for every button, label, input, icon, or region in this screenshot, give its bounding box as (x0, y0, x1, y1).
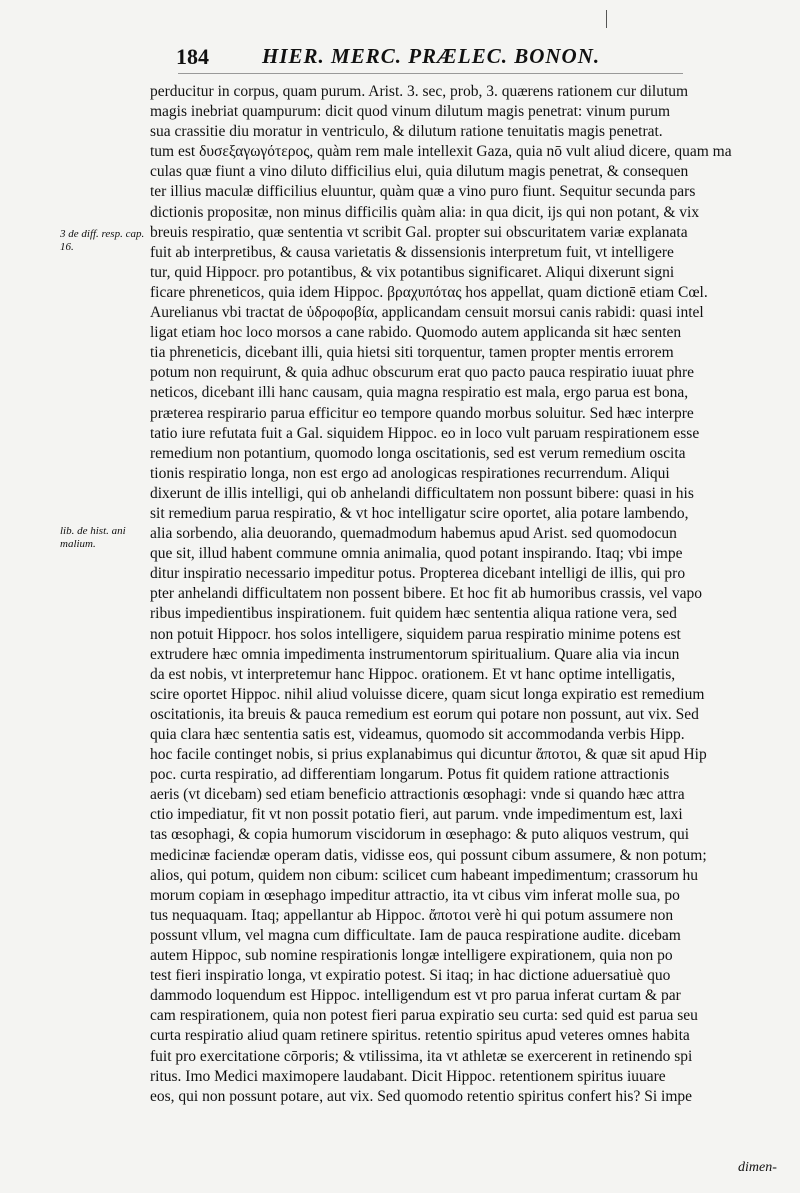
catchword: dimen- (738, 1160, 777, 1175)
text-line: eos, qui non possunt potare, aut vix. Sed quomodo retentio spiritus confert his? Si impe (150, 1087, 693, 1105)
text-line: ficare phreneticos, quia idem Hippoc. βραχυπότας hos appellat, quam dictionē etiam Cœl. (150, 283, 708, 301)
margin-note: lib. de hist. ani malium. (60, 525, 126, 550)
text-line: possunt vllum, vel magna cum difficultate. Iam de pauca respiratione audite. dicebam (150, 926, 681, 944)
text-line: morum copiam in œsephago impeditur attractio, ita vt cibus vim inferat molle sua, po (150, 886, 680, 904)
text-line: dixerunt de illis intelligi, qui ob anhelandi difficultatem non possunt bibere: quasi in his (150, 484, 694, 502)
text-line: tur, quid Hippocr. pro potantibus, & vix potantibus significaret. Aliqui dixerunt signi (150, 263, 675, 281)
body-text (150, 82, 770, 1107)
text-line: oscitationis, ita breuis & pauca remedium est eorum qui potare non possunt, aut vix. Sed (150, 705, 699, 723)
text-line: præterea respirario parua efficitur eo tempore quando morbus soluitur. Sed hæc interpre (150, 404, 694, 422)
text-line: aeris (vt dicebam) sed etiam beneficio attractionis œsophagi: vnde si quando hæc attra (150, 786, 685, 804)
text-line: tatio iure refutata fuit a Gal. siquidem Hippoc. eo in loco vult paruam respirationem esse (150, 424, 700, 442)
running-head: HIER. MERC. PRÆLEC. BONON. (262, 44, 601, 68)
text-line: ligat etiam hoc loco morsos a cane rabido. Quomodo autem applicanda sit hæc senten (150, 324, 682, 342)
text-line: ter illius maculæ difficilius eluuntur, quàm quæ a vino puro fiunt. Sequitur secunda pars (150, 183, 696, 201)
text-line: curta respiratio aliud quam retinere spiritus. retentio spiritus apud veteres omnes habita (150, 1027, 690, 1045)
text-line: Aurelianus vbi tractat de ὑδροφοβία, applicandam censuit morsui canis rabidi: quasi intel (150, 304, 704, 322)
text-line: alia sorbendo, alia deuorando, quemadmodum habemus apud Arist. sed quomodocun (150, 525, 677, 543)
text-line: quia clara hæc sententia satis est, videamus, quomodo sit accommodanda verbis Hipp. (150, 726, 685, 743)
text-line: ctio impediatur, fit vt non possit potatio fieri, aut parum. vnde impedimentum est, laxi (150, 806, 683, 824)
page-number: 184 (176, 44, 209, 69)
margin-note: 3 de diff. resp. cap. 16. (60, 228, 145, 253)
text-line: medicinæ faciendæ operam datis, vidisse eos, qui possunt cibum assumere, & non potum; (150, 846, 707, 864)
text-line: dammodo loquendum est Hippoc. intelligendum est vt pro parua inferat curtam & par (150, 987, 681, 1005)
text-line: neticos, dicebant illi hanc causam, quia magna respiratio est mala, ergo parua est bona, (150, 384, 689, 402)
text-line: culas quæ fiunt a vino diluto difficilius elui, quia dilutum magis penetrat, & consequen (150, 163, 689, 181)
text-line: cam respirationem, quia non potest fieri parua expiratio seu curta: sed quid est parua seu (150, 1007, 698, 1025)
text-line: fuit ab interpretibus, & causa varietatis & dissensionis interpretum fuit, vt intelligere (150, 243, 674, 261)
text-line: que sit, illud habent commune omnia animalia, quod potant inspirando. Itaq; vbi impe (150, 545, 683, 563)
text-line: breuis respiratio, quæ sententia vt scribit Gal. propter sui obscuritatem variæ explanata (150, 223, 688, 241)
page-edge-mark (606, 10, 607, 28)
text-line: non potuit Hippocr. hos solos intelligere, siquidem parua respiratio minime potens est (150, 625, 681, 643)
text-line: sua crassitie diu moratur in ventriculo, & dilutum ratione tenuitatis magis penetrat. (150, 123, 663, 141)
text-line: test fieri inspiratio longa, vt expiratio potest. Si itaq; in hac dictione aduersatiuè quo (150, 967, 671, 985)
text-line: pter anhelandi difficultatem non possent bibere. Et hoc fit ab humoribus crassis, vel vapo (150, 585, 702, 603)
text-line: ritus. Imo Medici maximopere laudabant. Dicit Hippoc. retentionem spiritus iuuare (150, 1067, 666, 1085)
text-line: poc. curta respiratio, ad differentiam longarum. Potus fit quidem ratione attractionis (150, 766, 670, 784)
text-line: magis inebriat quampurum: dicit quod vinum dilutum magis penetrat: vinum purum (150, 103, 671, 121)
text-line: dictionis propositæ, non minus difficilis quàm alia: in qua dicit, ijs qui non potant, & vix (150, 203, 700, 221)
text-line: scire oportet Hippoc. nihil aliud voluisse dicere, quam sicut longa expiratio est remedium (150, 685, 705, 703)
text-line: extrudere hæc omnia impedimenta instrumentorum spiritualium. Quare alia via incun (150, 645, 680, 663)
header-rule (178, 73, 683, 74)
text-line: tum est δυσεξαγωγότερος, quàm rem male intellexit Gaza, quia nō vult aliud dicere, quam ma (150, 143, 732, 161)
text-line: sit remedium parua respiratio, & vt hoc intelligatur scire oportet, alia potare lambendo, (150, 504, 689, 522)
text-line: tionis respiratio longa, non est ergo ad anologicas respirationes recurrendum. Aliqui (150, 464, 670, 482)
text-line: fuit pro exercitatione cōrporis; & vtilissima, ita vt athletæ se exercerent in retinendo spi (150, 1047, 693, 1065)
text-line: perducitur in corpus, quam purum. Arist. 3. sec, prob, 3. quærens rationem cur dilutum (150, 83, 689, 100)
text-line: remedium non potantium, quomodo longa oscitationis, sed est verum remedium oscita (150, 444, 686, 462)
text-line: potum non requirunt, & quia adhuc obscurum erat quo pacto pauca respiratio iuuat phre (150, 364, 695, 382)
text-line: tia phreneticis, dicebant illi, quia hietsi siti torquentur, tamen propter mentis errorem (150, 344, 674, 362)
text-line: autem Hippoc, sub nomine respirationis longæ intelligere expirationem, quia non po (150, 947, 673, 965)
text-line: ditur inspiratio necessario impeditur potus. Propterea dicebant intelligi de illis, qui pro (150, 565, 686, 583)
text-line: da est nobis, vt interpretemur hanc Hippoc. orationem. Et vt hanc optime intelligatis, (150, 665, 676, 683)
text-line: hoc facile continget nobis, si prius explanabimus qui dicuntur ἄποτοι, & quæ sit apud Hip (150, 746, 707, 764)
text-line: alios, qui potum, quidem non cibum: scilicet cum habeant impedimentum; crassorum hu (150, 866, 698, 884)
text-line: ribus impedientibus inspirationem. fuit quidem hæc sententia aliqua ratione vera, sed (150, 605, 677, 623)
text-line: tus nequaquam. Itaq; appellantur ab Hippoc. ἄποτοι verè hi qui potum assumere non (150, 906, 674, 924)
text-line: tas œsophagi, & copia humorum viscidorum in œsephago: & puto aliquos vestrum, qui (150, 826, 689, 844)
